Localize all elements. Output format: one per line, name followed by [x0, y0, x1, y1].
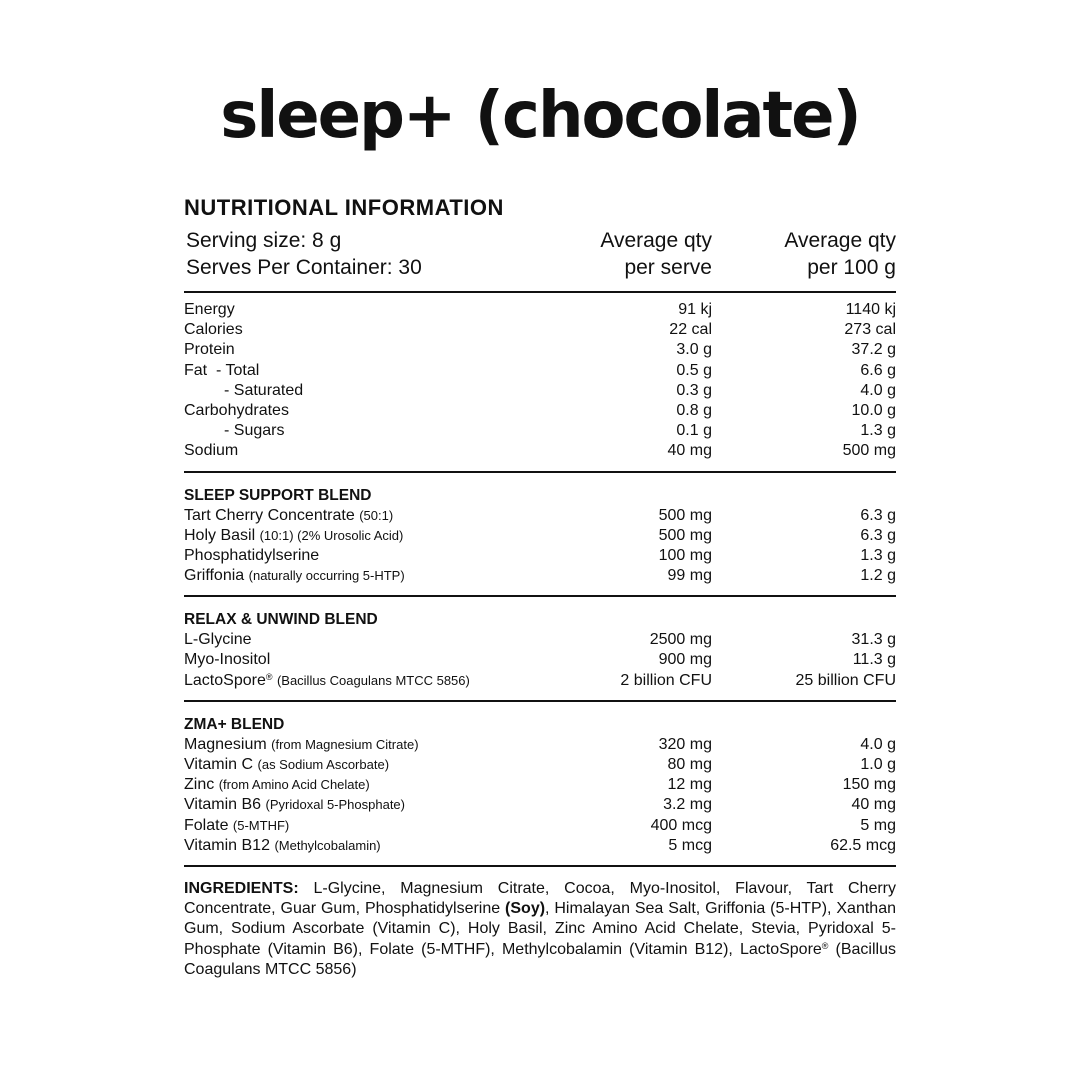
nutrient-row: [184, 421, 896, 441]
blend-ingredient-name: Griffonia: [184, 567, 245, 585]
nutrient-name: Fat - Total: [184, 361, 260, 379]
blend-per-serve: 500 mg: [658, 526, 712, 544]
blend-row: [184, 816, 896, 836]
blend-ingredient-detail: (Methylcobalamin): [274, 837, 381, 853]
ingredients-label: INGREDIENTS:: [184, 879, 299, 897]
blend-row: [184, 836, 896, 856]
nutrient-per-100g: 37.2 g: [851, 341, 896, 359]
blend-row: [184, 526, 896, 546]
nutrition-panel: [184, 194, 896, 980]
nutrient-per-serve: 3.0 g: [676, 341, 712, 359]
blend-per-100g: 11.3 g: [852, 651, 896, 669]
blend-ingredient: [184, 566, 512, 586]
nutrient-per-100g: 6.6 g: [860, 361, 896, 379]
blend-ingredient: [184, 755, 512, 775]
blend-ingredient-name: Zinc: [184, 776, 215, 794]
blend-title: RELAX & UNWIND BLEND: [184, 611, 378, 629]
blend-row: [184, 650, 896, 670]
blend-per-serve: 5 mcg: [668, 836, 712, 854]
blend-per-serve: 12 mg: [667, 776, 712, 794]
nutrient-name: Calories: [184, 321, 243, 339]
nutrition-heading: NUTRITIONAL INFORMATION: [184, 195, 504, 220]
blend-row: [184, 795, 896, 815]
serving-info: [184, 227, 512, 281]
blend-ingredient-name: Phosphatidylserine: [184, 546, 320, 564]
blend-per-100g: 6.3 g: [860, 526, 896, 544]
blend-ingredient: [184, 836, 512, 856]
nutrient-per-100g: 10.0 g: [851, 401, 896, 419]
nutrient-per-serve: 0.5 g: [676, 361, 712, 379]
nutrient-name: Carbohydrates: [184, 401, 289, 419]
blend-ingredient-detail: (as Sodium Ascorbate): [257, 757, 390, 772]
nutrient-row: [184, 441, 896, 461]
blend-per-serve: 99 mg: [667, 567, 712, 585]
blend-ingredient: [184, 506, 512, 526]
blend-per-100g: 62.5 mcg: [830, 836, 896, 854]
nutrient-per-100g: 1.3 g: [860, 422, 896, 440]
nutrient-per-100g: 1140 kj: [845, 301, 896, 318]
ingredients-text: L-Glycine, Magnesium Citrate, Cocoa, Myo-Inositol, Flavour, Tart Cherry Concentrate, Guar Gum, Phosphatidylserine: [184, 879, 896, 918]
blend-row: [184, 630, 896, 650]
nutrient-name: Energy: [184, 301, 235, 318]
ingredients-text: , Himalayan Sea Salt, Griffonia (5-HTP), Xanthan Gum, Sodium Ascorbate (Vitamin C), Holy Basil, Zinc Amino Acid Chelate, Stevia, Pyridoxal 5-Phosphate (Vitamin B6), Folate (5-MTHF), Methylcobalamin (Vitamin B12), LactoSpore: [184, 900, 896, 958]
blend-ingredient-detail: (naturally occurring 5-HTP): [248, 568, 405, 584]
column-header-per-serve-line2: per serve: [624, 256, 712, 279]
blend-ingredient: [184, 735, 512, 755]
blend-section-sleep-support: [184, 473, 896, 598]
nutrient-per-serve: 0.1 g: [676, 422, 712, 440]
nutrient-per-serve: 40 mg: [667, 442, 712, 460]
blend-per-100g: 31.3 g: [851, 631, 896, 649]
product-title: sleep+ (chocolate): [220, 79, 860, 153]
serving-header: [184, 227, 896, 293]
blend-per-serve: 900 mg: [658, 651, 712, 669]
nutrient-per-serve: 0.3 g: [676, 381, 712, 399]
blend-row: [184, 735, 896, 755]
blend-per-100g: 150 mg: [842, 776, 896, 794]
nutrient-name: Sodium: [184, 442, 239, 460]
nutrient-name: - Sugars: [224, 422, 285, 440]
blend-per-serve: 80 mg: [667, 756, 712, 773]
ingredients-text: (Bacillus Coagulans MTCC 5856): [184, 940, 896, 978]
blend-ingredient: [184, 795, 512, 815]
nutrient-section: [184, 293, 896, 473]
blend-row: [184, 546, 896, 566]
blend-ingredient-name: Holy Basil: [184, 526, 256, 544]
blend-ingredient: [184, 526, 512, 546]
blend-ingredient-name: Vitamin B12: [184, 836, 270, 854]
blend-ingredient: [184, 630, 512, 650]
blend-ingredient-name: L-Glycine: [184, 631, 252, 649]
nutrient-per-serve: 91 kj: [678, 301, 712, 318]
blend-ingredient-name: Myo-Inositol: [184, 651, 271, 669]
blend-per-serve: 2 billion CFU: [620, 671, 712, 689]
blend-ingredient: [184, 816, 512, 836]
blend-per-serve: 2500 mg: [649, 631, 712, 649]
blend-ingredient-name: Magnesium: [184, 735, 267, 753]
nutrient-per-100g: 4.0 g: [860, 381, 896, 399]
blend-title: ZMA+ BLEND: [184, 715, 285, 733]
blend-per-100g: 1.2 g: [860, 567, 896, 585]
column-header-per-100g-line2: per 100 g: [807, 256, 896, 279]
blend-ingredient-detail: (50:1): [359, 507, 394, 523]
blend-section-relax-unwind: [184, 597, 896, 702]
blend-row: [184, 506, 896, 526]
blend-per-100g: 25 billion CFU: [795, 671, 896, 689]
blend-per-100g: 4.0 g: [860, 735, 896, 753]
column-header-per-serve-line1: Average qty: [600, 229, 712, 252]
blend-ingredient: [184, 546, 512, 566]
blend-per-100g: 1.3 g: [860, 546, 896, 564]
column-header-per-serve: [512, 227, 712, 281]
blend-row: [184, 671, 896, 691]
blend-ingredient-detail: (Bacillus Coagulans MTCC 5856): [276, 672, 470, 688]
blend-row: [184, 755, 896, 775]
column-header-per-100g-line1: Average qty: [784, 229, 896, 252]
blend-ingredient-name: Folate: [184, 816, 229, 834]
blend-row: [184, 775, 896, 795]
blend-title: SLEEP SUPPORT BLEND: [184, 486, 372, 504]
blend-ingredient-detail: (from Amino Acid Chelate): [218, 777, 370, 793]
blend-section-zma: [184, 702, 896, 867]
registered-mark: ®: [265, 671, 273, 682]
nutrient-row: [184, 381, 896, 401]
blend-per-100g: 6.3 g: [860, 506, 896, 524]
blend-ingredient: [184, 671, 512, 691]
nutrient-row: [184, 320, 896, 340]
registered-mark: ®: [821, 940, 829, 951]
blend-ingredient-detail: (from Magnesium Citrate): [271, 736, 419, 752]
blend-per-serve: 3.2 mg: [663, 796, 712, 814]
blend-ingredient-name: Vitamin B6: [184, 796, 262, 814]
nutrient-per-serve: 22 cal: [669, 321, 712, 339]
blend-row: [184, 566, 896, 586]
blend-ingredient-detail: (5-MTHF): [232, 817, 290, 833]
blend-ingredient: [184, 650, 512, 670]
nutrient-name: - Saturated: [224, 381, 304, 399]
ingredients-paragraph: [184, 879, 896, 980]
blend-per-100g: 1.0 g: [860, 756, 896, 773]
column-header-per-100g: [712, 227, 896, 281]
nutrient-row: [184, 300, 896, 320]
nutrient-row: [184, 401, 896, 421]
blend-per-serve: 100 mg: [658, 546, 712, 564]
allergen-soy: (Soy): [505, 900, 546, 918]
nutrient-row: [184, 361, 896, 381]
nutrient-row: [184, 340, 896, 360]
nutrient-per-100g: 500 mg: [842, 442, 896, 460]
blend-ingredient-name: Vitamin C: [184, 756, 254, 773]
serves-per-container: Serves Per Container: 30: [186, 256, 422, 279]
blend-per-serve: 500 mg: [658, 506, 712, 524]
blend-ingredient-detail: (10:1) (2% Urosolic Acid): [259, 527, 404, 543]
nutrient-per-100g: 273 cal: [844, 321, 896, 339]
blend-ingredient: [184, 775, 512, 795]
blend-per-100g: 5 mg: [860, 816, 896, 834]
serving-size: Serving size: 8 g: [186, 229, 342, 252]
nutrient-name: Protein: [184, 341, 235, 359]
blend-per-serve: 320 mg: [658, 735, 712, 753]
blend-per-100g: 40 mg: [851, 796, 896, 814]
blend-ingredient-name: Tart Cherry Concentrate: [184, 506, 355, 524]
blend-per-serve: 400 mcg: [650, 816, 712, 834]
nutrient-per-serve: 0.8 g: [676, 401, 712, 419]
blend-ingredient-detail: (Pyridoxal 5-Phosphate): [265, 797, 405, 813]
blend-ingredient-name: LactoSpore: [184, 671, 266, 689]
